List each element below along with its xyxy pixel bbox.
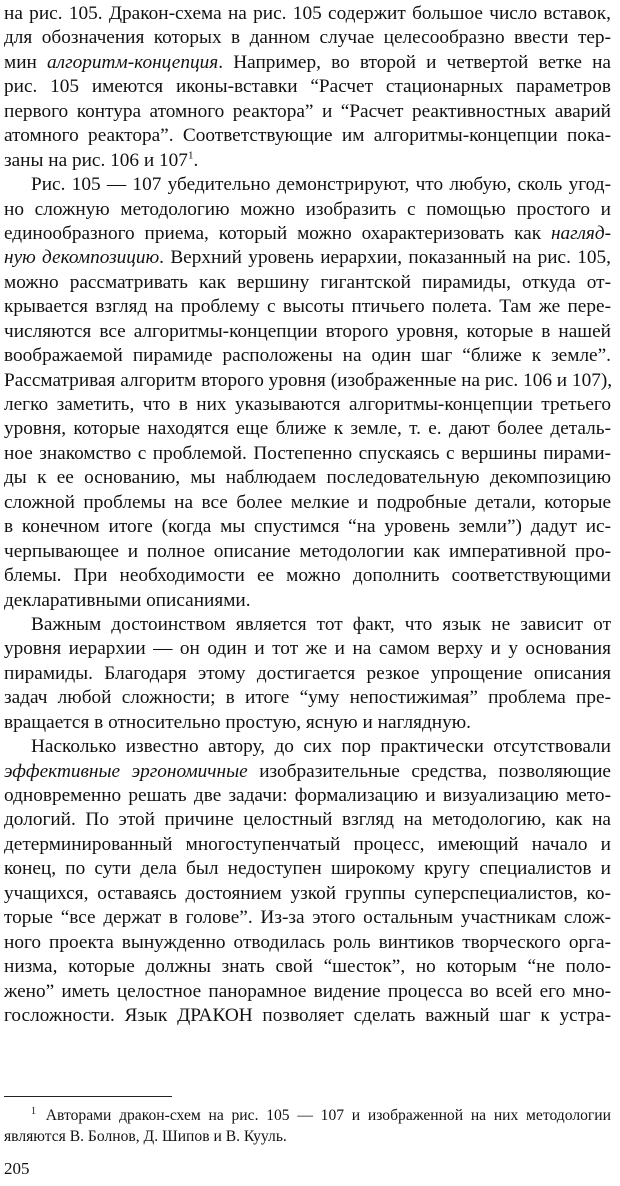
text-line: [4, 662, 611, 686]
text-segment: ное знакомство с проблемой. Постепенно спускаясь с вершины пирами-: [4, 442, 611, 464]
text-segment: заны на рис. 106 и 107: [4, 149, 188, 171]
text-line: [4, 320, 611, 344]
italic-term: нагляд-: [550, 222, 611, 244]
text-line: [4, 833, 611, 857]
text-line: [4, 271, 611, 295]
text-line: [4, 515, 611, 539]
text-line: [4, 344, 611, 368]
text-segment: . Например, во второй и четвертой ветке на: [218, 51, 611, 73]
text-line: [4, 295, 611, 319]
text-line: [4, 931, 611, 955]
text-segment: можно рассматривать как вершину гигантской пирамиды, откуда от-: [4, 271, 611, 293]
text-segment: легко заметить, что в них указываются алгоритмы-концепции третьего: [4, 394, 611, 415]
text-line: [4, 149, 611, 173]
text-line: [4, 246, 611, 270]
text-line: [4, 906, 611, 930]
text-segment: ды к ее основанию, мы наблюдаем последовательную декомпозицию: [4, 467, 611, 489]
text-segment: единообразного приема, который можно охарактеризовать как: [4, 222, 551, 244]
text-segment: на рис. 105. Дракон-схема на рис. 105 содержит большое число вставок,: [4, 3, 611, 24]
italic-term: ную декомпозицию: [4, 247, 160, 269]
text-segment: госложности. Язык ДРАКОН позволяет сделать важный шаг к устра-: [4, 1004, 611, 1026]
text-segment: сложной проблемы на все более мелкие и подробные детали, которые: [4, 491, 611, 513]
text-segment: конец, по сути дела был недоступен широкому кругу специалистов и: [4, 858, 611, 880]
text-segment: изобразительные средства, позволяющие: [247, 760, 611, 782]
text-line: [4, 808, 611, 832]
footnote-mark: 1: [31, 1105, 36, 1117]
footnote: [4, 1106, 611, 1147]
text-segment: уровня, которые находятся еще ближе к земле, т. е. дают более деталь-: [4, 418, 611, 440]
text-line: [4, 173, 611, 197]
text-segment: ного проекта вынужденно отводилась роль винтиков творческого орга-: [4, 931, 611, 953]
text-line: [4, 857, 611, 881]
text-line: [4, 369, 611, 393]
text-segment: Рис. 105 — 107 убедительно демонстрируют, что любую, сколь угод-: [31, 174, 611, 196]
text-segment: атомного реактора”. Соответствующие им алгоритмы-концепции пока-: [4, 125, 611, 147]
text-segment: вращается в относительно простую, ясную и наглядную.: [4, 711, 471, 733]
text-line: [4, 711, 611, 735]
italic-term: эффективные эргономичные: [4, 760, 248, 782]
text-line: [4, 686, 611, 710]
footnote-line-1: [4, 1106, 611, 1127]
footnote-text-1: Авторами дракон-схем на рис. 105 — 107 и изображенной на них методологии: [45, 1107, 611, 1124]
text-line: [4, 760, 611, 784]
text-segment: для обозначения которых в данном случае целесообразно ввести тер-: [4, 27, 611, 49]
text-line: [4, 1004, 611, 1028]
text-segment: Рассматривая алгоритм второго уровня (изображенные на рис. 106 и 107),: [4, 369, 613, 391]
text-line: [4, 393, 611, 417]
text-line: [4, 613, 611, 637]
footnote-rule: [4, 1096, 172, 1097]
text-segment: крывается взгляд на проблему с высоты птичьего полета. Там же пере-: [4, 296, 611, 318]
text-line: [4, 564, 611, 588]
text-segment: одновременно решать две задачи: формализацию и визуализацию мето-: [4, 785, 611, 806]
text-line: [4, 417, 611, 441]
text-segment: но сложную методологию можно изобразить с помощью простого и: [4, 198, 611, 220]
text-line: [4, 882, 611, 906]
text-segment: задач любой сложности; в итоге “уму непостижимая” проблема пре-: [4, 687, 611, 709]
text-segment: низма, которые должны знать свой “шесток”, но которым “не поло-: [4, 956, 611, 978]
text-line: [4, 735, 611, 759]
text-segment: черпывающее и полное описание методологии как императивной про-: [4, 540, 611, 562]
text-line: [4, 589, 611, 613]
text-segment: числяются все алгоритмы-концепции второго уровня, которые в нашей: [4, 320, 611, 342]
text-line: [4, 466, 611, 490]
text-line: [4, 100, 611, 124]
text-line: [4, 637, 611, 661]
text-segment: Важным достоинством является тот факт, что язык не зависит от: [31, 613, 611, 635]
text-segment: рис. 105 имеются иконы-вставки “Расчет стационарных параметров: [4, 76, 611, 98]
footnote-line-2: являются В. Болнов, Д. Шипов и В. Кууль.: [4, 1127, 287, 1145]
text-segment: в конечном итоге (когда мы спустимся “на уровень земли”) дадут ис-: [4, 516, 611, 538]
text-line: [4, 26, 611, 50]
text-line: [4, 491, 611, 515]
text-line: [4, 198, 611, 222]
text-segment: блемы. При необходимости ее можно дополнить соответствующими: [4, 565, 611, 587]
text-segment: первого контура атомного реактора” и “Расчет реактивностных аварий: [4, 100, 611, 122]
text-segment: декларативными описаниями.: [4, 589, 251, 611]
text-segment: воображаемой пирамиде расположены на один шаг “ближе к земле”.: [4, 345, 611, 367]
text-segment: дологий. По этой причине целостный взгляд на методологию, как на: [4, 809, 611, 831]
text-line: [4, 980, 611, 1004]
text-segment: пирамиды. Благодаря этому достигается резкое упрощение описания: [4, 662, 611, 684]
text-line: [4, 222, 611, 246]
text-line: [4, 75, 611, 99]
text-segment: торые “все держат в голове”. Из-за этого остальным участникам слож-: [4, 907, 611, 929]
text-line: [4, 124, 611, 148]
text-segment: детерминированный многоступенчатый процесс, имеющий начало и: [4, 833, 611, 855]
text-segment: жено” иметь целостное панорамное видение процесса во всей его мно-: [4, 980, 611, 1002]
text-line: [4, 442, 611, 466]
text-line: [4, 2, 611, 26]
text-segment: . Верхний уровень иерархии, показанный на рис. 105,: [159, 247, 612, 269]
text-segment: мин: [4, 51, 48, 73]
page-number: 205: [4, 1159, 30, 1178]
text-segment: уровня иерархии — он один и тот же и на самом верху и у основания: [4, 638, 611, 660]
text-segment: Насколько известно автору, до сих пор практически отсутствовали: [31, 736, 611, 758]
text-segment: учащихся, оставаясь достоянием узкой группы суперспециалистов, ко-: [4, 882, 611, 904]
text-line: [4, 540, 611, 564]
italic-term: алгоритм-концепция: [47, 51, 219, 73]
footnote-ref: 1: [187, 149, 194, 162]
body-text: [4, 2, 611, 1028]
text-line: [4, 955, 611, 979]
text-line: [4, 784, 611, 808]
text-line: [4, 51, 611, 75]
text-segment: .: [193, 149, 199, 171]
